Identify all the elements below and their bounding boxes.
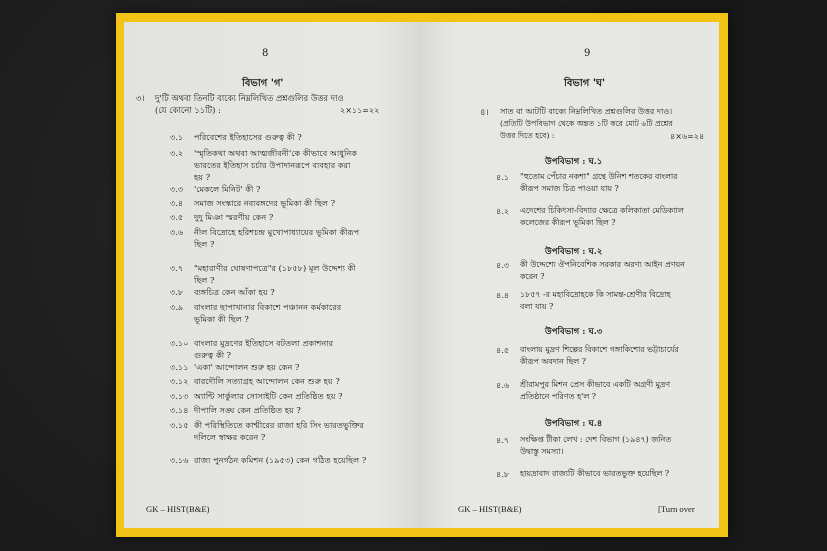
question-item-text: পরিবেশের ইতিহাসের গুরুত্ব কী ?	[194, 132, 302, 142]
question-item-number: ৪.১	[496, 172, 510, 182]
question-item-text: বলা যায় ?	[520, 302, 554, 311]
question-instruction: দু'টি অথবা তিনটি বাক্যে নিম্নলিখিত প্রশ্নগুলির উত্তর দাও	[155, 93, 344, 103]
question-item	[170, 262, 410, 286]
question-item	[496, 434, 714, 458]
question-item-text: রাজ্য পুনর্গঠন কমিশন (১৯৫৩) কেন গঠিত হয়েছিল ?	[194, 455, 367, 465]
question-item-text: "মহারাণীর ঘোষণাপত্রে"র (১৮৫৮) মূল উদ্দেশ্য কী	[194, 263, 356, 273]
question-item-number: ৩.১৬	[170, 455, 189, 465]
question-item-text: দলিলে স্বাক্ষর করেন ?	[194, 432, 266, 442]
subsection-title: উপবিভাগ : ঘ.১	[545, 157, 603, 167]
question-item-text: গুরুত্ব কী ?	[194, 350, 232, 360]
question-item-number: ৩.১২	[170, 376, 189, 386]
marks-label: ২×১১=২২	[340, 106, 380, 115]
question-item-text: অ্যান্টি সার্কুলার সোসাইটি কেন প্রতিষ্ঠিত হয় ?	[194, 391, 343, 401]
question-item-text: দুদু মিঞা স্মরণীয় কেন ?	[194, 212, 274, 222]
question-item-number: ৪.৬	[496, 380, 510, 390]
left-page	[124, 22, 418, 528]
question-item-text: প্রতিষ্ঠানে পরিণত হ'ল ?	[520, 392, 596, 401]
question-item	[170, 131, 410, 143]
question-number: ৩।	[136, 93, 145, 103]
question-item	[170, 301, 410, 325]
question-item-text: শ্রীরামপুর মিশন প্রেস কীভাবে একটি অগ্রণী মুদ্রণ	[520, 380, 671, 389]
question-item	[170, 361, 410, 373]
yellow-frame	[116, 13, 728, 537]
footer-code: GK – HIST(B&E)	[458, 504, 522, 514]
question-item-text: বারদৌলি সত্যাগ্রহ আন্দোলন কেন শুরু হয় ?	[194, 376, 340, 386]
question-instruction-2: (প্রতিটি উপবিভাগ থেকে অন্তত ১টি করে মোট ৬টি প্রশ্নের	[500, 119, 673, 128]
question-item-number: ৩.৯	[170, 302, 184, 312]
question-item-number: ৩.৩	[170, 184, 184, 194]
question-item-text: বাংলার মুদ্রণের ইতিহাসে বটতলা প্রকাশনার	[194, 338, 334, 348]
question-item	[496, 259, 714, 283]
question-item-number: ৩.৬	[170, 227, 184, 237]
question-instruction-3: উত্তর দিতে হবে) :	[500, 131, 555, 140]
question-item-text: কী উদ্দেশ্যে ঔপনিবেশিক সরকার অরণ্য আইন প্রণয়ন	[520, 260, 685, 269]
subsection-title: উপবিভাগ : ঘ.২	[545, 247, 603, 257]
question-item	[170, 454, 410, 466]
question-item-number: ৩.১৪	[170, 405, 189, 415]
question-item-number: ৪.২	[496, 206, 510, 216]
subsection-title: উপবিভাগ : ঘ.৪	[545, 419, 603, 429]
question-item-text: এদেশের চিকিৎসা-বিদ্যার ক্ষেত্রে কলিকাতা মেডিক্যাল	[520, 206, 684, 215]
question-item-text: ছিল ?	[194, 275, 215, 285]
question-item-text: দীপালি সঙ্ঘ কেন প্রতিষ্ঠিত হয় ?	[194, 405, 301, 415]
question-item-text: সংক্ষিপ্ত টীকা লেখ : দেশ বিভাগ (১৯৪৭) জনিত	[520, 435, 672, 444]
question-item-text: 'স্মৃতিকথা অথবা আত্মজীবনী'কে কীভাবে আধুনিক	[194, 148, 357, 158]
marks-label: ৪×৬=২৪	[670, 132, 705, 141]
question-item-number: ৪.৮	[496, 469, 510, 479]
question-item	[170, 375, 410, 387]
question-item	[170, 211, 410, 223]
question-item	[170, 197, 410, 209]
section-title: বিভাগ 'ঘ'	[564, 78, 606, 89]
question-item-number: ৩.১০	[170, 338, 189, 348]
question-item-text: হয় ?	[194, 172, 211, 182]
question-item	[496, 344, 714, 368]
question-item-text: ১৮৫৭ -র মহাবিদ্রোহকে কি সামন্ত-শ্রেণীর বিদ্রোহ	[520, 290, 671, 299]
question-item-text: করেন ?	[520, 272, 545, 281]
question-item	[170, 404, 410, 416]
question-item-text: কী পরিস্থিতিতে কাশ্মীরের রাজা হরি সিং ভারতভুক্তির	[194, 420, 364, 430]
question-item-text: 'একা' আন্দোলন শুরু হয় কেন ?	[194, 362, 300, 372]
section-title: বিভাগ 'গ'	[242, 78, 284, 89]
question-item-number: ৩.২	[170, 148, 184, 158]
subsection-title: উপবিভাগ : ঘ.৩	[545, 327, 603, 337]
question-item-number: ৩.১১	[170, 362, 189, 372]
question-item-text: বাংলায় মুদ্রণ শিল্পের বিকাশে গঙ্গাকিশোর ভট্টাচার্যের	[520, 345, 679, 354]
question-item-text: ব্যঙ্গচিত্র কেন আঁকা হয় ?	[194, 287, 275, 297]
question-item-text: বাংলার ছাপাখানার বিকাশে পঞ্চানন কর্মকারের	[194, 302, 342, 312]
question-item-number: ৩.১	[170, 132, 184, 142]
question-item-text: উদ্বাস্তু সমস্যা।	[520, 447, 564, 456]
question-item	[496, 205, 714, 229]
question-item	[170, 337, 410, 361]
page-number: 9	[584, 48, 591, 59]
question-item-number: ৪.৭	[496, 435, 510, 445]
question-item-number: ৩.৭	[170, 263, 184, 273]
question-instruction: সাত বা আটটি বাক্যে নিম্নলিখিত প্রশ্নগুলির উত্তর দাও।	[500, 107, 673, 116]
question-item-number: ৩.১৫	[170, 420, 189, 430]
question-item	[170, 147, 410, 183]
right-page	[418, 22, 719, 528]
question-item	[170, 390, 410, 402]
question-item-text: নীল বিদ্রোহে হরিশচন্দ্র মুখোপাধ্যায়ের ভূমিকা কীরূপ	[194, 227, 360, 237]
turn-over-label: [Turn over	[658, 504, 695, 514]
footer-code: GK – HIST(B&E)	[146, 504, 210, 514]
question-item	[496, 171, 714, 195]
question-item-number: ৩.১৩	[170, 391, 189, 401]
question-item-text: কীরূপ অবদান ছিল ?	[520, 357, 586, 366]
question-item-text: কীরূপ সমাজ চিত্র পাওয়া যায় ?	[520, 184, 619, 193]
question-item-text: "হুতোম পেঁচার নকশা" গ্রন্থে উনিশ শতকের বাংলার	[520, 172, 678, 181]
question-item-text: 'মেকলে মিনিট' কী ?	[194, 184, 261, 194]
question-item-number: ৪.৪	[496, 290, 510, 300]
question-item	[496, 379, 714, 403]
question-item-number: ৩.৪	[170, 198, 184, 208]
question-item-number: ৩.৮	[170, 287, 184, 297]
question-item-number: ৩.৫	[170, 212, 184, 222]
question-item-text: কলেজের কীরূপ ভূমিকা ছিল ?	[520, 218, 616, 227]
question-item	[170, 286, 410, 298]
question-item-text: ভূমিকা কী ছিল ?	[194, 314, 249, 324]
question-item-text: ছিল ?	[194, 239, 215, 249]
question-item	[170, 226, 410, 250]
question-item	[170, 183, 410, 195]
question-item-text: ভারতের ইতিহাস চর্চার উপাদানরূপে ব্যবহার করা	[194, 160, 351, 170]
question-item-number: ৪.৩	[496, 260, 510, 270]
question-item-number: ৪.৫	[496, 345, 510, 355]
question-item	[170, 419, 410, 443]
question-item-text: সমাজ সংস্কারে নব্যবঙ্গদের ভূমিকা কী ছিল ?	[194, 198, 336, 208]
question-item-text: হায়দ্রাবাদ রাজ্যটি কীভাবে ভারতভুক্ত হয়েছিল ?	[520, 469, 670, 478]
page-number: 8	[262, 48, 269, 59]
question-item	[496, 289, 714, 313]
question-item	[496, 468, 714, 480]
question-instruction-2: (যে কোনো ১১টি) :	[155, 105, 221, 115]
question-number: ৪।	[480, 107, 489, 117]
